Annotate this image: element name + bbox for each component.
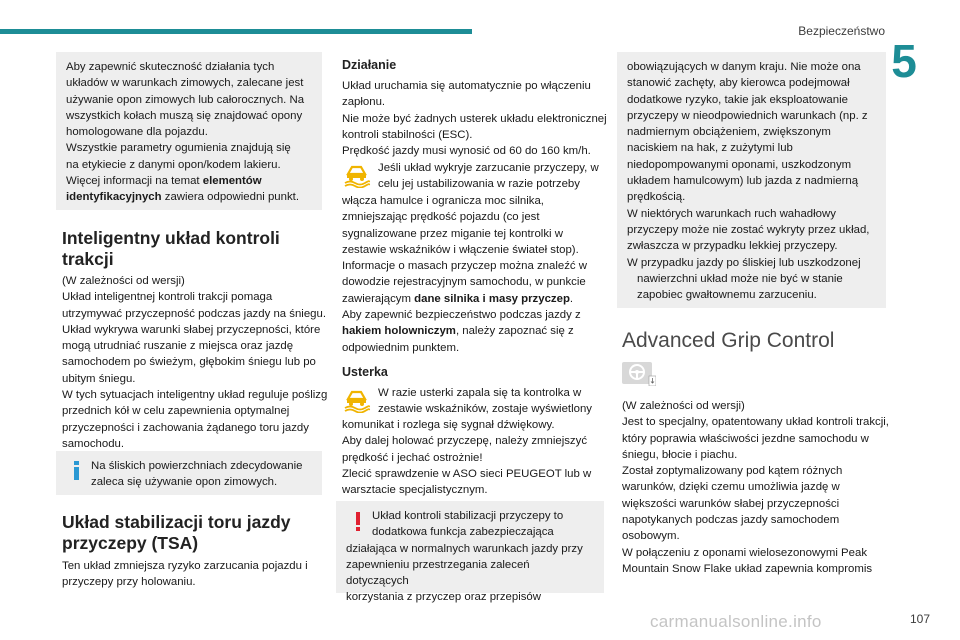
text-line: Układ uruchamia się automatycznie po włączeniu: [342, 80, 591, 92]
text-line: samochodu.: [62, 437, 125, 450]
text-line: odpowiednim punktem.: [342, 341, 460, 354]
box-line: używanie opon zimowych lub całorocznych. Na: [66, 93, 305, 106]
text-line: który poprawia właściwości jezdne samochodu w: [622, 432, 869, 445]
text-line: samochodem po świeżym, głębokim śniegu lub po: [62, 356, 316, 369]
text-line: Ten układ zmniejsza ryzyko zarzucania pojazdu i: [62, 560, 308, 572]
text-line: hakiem holowniczym, należy zapoznać się z: [342, 325, 574, 338]
box-line: na etykiecie z danymi opon/kodem lakieru.: [66, 158, 281, 171]
box-line: naciskiem na hak, z zużytymi lub: [627, 142, 793, 155]
warn-line: zapewnieniu przestrzegania zaleceń dotyczących: [346, 558, 530, 588]
tsa-heading: Układ stabilizacji toru jazdy przyczepy (TSA): [62, 512, 291, 553]
box-line: układem hamulcowym) lub jazda z nadmierną: [627, 175, 859, 188]
box-line: prędkością.: [627, 191, 686, 204]
trailer-regulations-box: [617, 52, 886, 308]
text-line: śniegu, błocie i piachu.: [622, 448, 738, 461]
warn-line: Układ kontroli stabilizacji przyczepy to: [372, 510, 564, 522]
agc-body: [622, 398, 892, 577]
header-accent-bar: [0, 29, 472, 34]
text-line: dowodzie rejestracyjnym samochodu, w punkcie: [342, 276, 586, 289]
box-line: stanowić zachęty, aby kierowca podejmował: [627, 77, 850, 90]
info-line: Na śliskich powierzchniach zdecydowanie: [91, 460, 303, 472]
box-line: Wszystkie parametry ogumienia znajdują się: [66, 142, 291, 155]
text-line: Informacje o masach przyczep można znaleźć w: [342, 260, 587, 273]
bold-term: elementów: [202, 175, 262, 188]
box-line: zapobiec gwałtownemu zarzuceniu.: [637, 289, 817, 302]
box-line: przyczepy w nieodpowiednich warunkach (np. z: [627, 109, 868, 122]
text-line: mogą utrudniać ruszanie z miejsca oraz jazdę: [62, 340, 294, 353]
text-line: celu jej ustabilizowania w razie potrzeby: [378, 178, 580, 191]
text-line: przyczepy przy holowaniu.: [62, 576, 196, 589]
text-line: (W zależności od wersji): [622, 400, 745, 412]
text-line: Aby zapewnić bezpieczeństwo podczas jazdy z: [342, 309, 581, 322]
usterka-icon-text: [378, 385, 612, 418]
dzialanie-bottom: [342, 193, 612, 356]
text-line: Nie może być żadnych usterek układu elektronicznej: [342, 112, 607, 125]
box-line: układów w warunkach zimowych, zalecane jest: [66, 77, 304, 90]
page-number: 107: [909, 612, 930, 626]
usterka-heading: Usterka: [342, 365, 388, 379]
text-line: ubitym śniegu.: [62, 372, 136, 385]
dzialanie-heading: Działanie: [342, 58, 397, 72]
box-line: przyczepy może nie zostać wykryty przez układ,: [627, 223, 870, 236]
warn-line: działająca w normalnych warunkach jazdy przy: [346, 542, 583, 555]
text-line: utrzymywać przyczepność podczas jazdy na śniegu.: [62, 307, 327, 320]
box-line: nadmiernym obciążeniem, zwiększonym: [627, 126, 831, 139]
text-line: większości warunków słabej przyczepności: [622, 497, 840, 510]
itc-body: [62, 273, 330, 452]
text-line: Układ inteligentnej kontroli trakcji pomaga: [62, 291, 273, 304]
box-line: Aby zapewnić skuteczność działania tych: [66, 61, 275, 73]
tsa-intro: [62, 558, 324, 591]
text-line: zawierającym dane silnika i masy przyczep.: [342, 292, 574, 305]
box-line: obowiązujących w danym kraju. Nie może ona: [627, 61, 861, 73]
winter-tires-box: [56, 52, 322, 210]
text-line: W razie usterki zapala się ta kontrolka w: [378, 387, 582, 399]
warning-note-box: [336, 501, 604, 604]
text-line: Aby dalej holować przyczepę, należy zmniejszyć: [342, 435, 588, 448]
trailer-stability-warning-icon: [342, 161, 371, 188]
box-line: W niektórych warunkach ruch wahadłowy: [627, 207, 836, 220]
text-line: Mountain Snow Flake układ zapewnia kompromis: [622, 562, 873, 575]
box-line: nawierzchni układ może nie być w stanie: [637, 272, 843, 285]
text-line: zapłonu.: [342, 96, 386, 109]
text-line: warunków, dzięki czemu umożliwia jazdę w: [622, 481, 840, 494]
trailer-stability-warning-icon: [342, 386, 371, 413]
text-line: komunikat i rozlega się sygnał dźwiękowy.: [342, 419, 555, 431]
text-line: W połączeniu z oponami wielosezonowymi Peak: [622, 546, 868, 559]
text-line: napotykanych podczas jazdy samochodem: [622, 514, 840, 527]
text-line: prędkość i jechać ostrożnie!: [342, 451, 483, 464]
text-line: W tych sytuacjach inteligentny układ reguluje poślizg: [62, 389, 328, 402]
box-line: homologowane dla pojazdu.: [66, 126, 208, 139]
box-line: identyfikacyjnych zawiera odpowiedni punkt.: [66, 191, 299, 204]
itc-heading: Inteligentny układ kontroli trakcji: [62, 228, 280, 269]
info-line: zaleca się używanie opon zimowych.: [91, 476, 278, 489]
dzialanie-icon-text: [378, 160, 612, 193]
text-line: Zlecić sprawdzenie w ASO sieci PEUGEOT lub w: [342, 467, 592, 480]
box-line: Więcej informacji na temat elementów: [66, 175, 262, 188]
bold-term: identyfikacyjnych: [66, 191, 162, 204]
text-line: zestawie wskaźników i włączenie świateł stop).: [342, 243, 579, 256]
text-line: Jest to specjalny, opatentowany układ kontroli trakcji,: [622, 416, 889, 429]
text-line: Prędkość jazdy musi wynosić od 60 do 160 km/h.: [342, 145, 591, 158]
watermark: carmanualsonline.info: [650, 612, 822, 631]
text-line: Układ wykrywa warunki słabej przyczepności, które: [62, 323, 321, 336]
box-line: W przypadku jazdy po śliskiej lub uszkodzonej: [627, 256, 861, 269]
warn-line: korzystania z przyczep oraz przepisów: [346, 591, 541, 604]
dzialanie-top: [342, 78, 612, 159]
text-line: sygnalizowane przez miganie tej kontrolki w: [342, 227, 563, 240]
text-line: włącza hamulce i ogranicza moc silnika,: [342, 195, 544, 207]
text-line: osobowym.: [622, 530, 680, 543]
agc-heading: Advanced Grip Control: [622, 329, 835, 352]
box-line: wszystkich kołach muszą się znajdować opony: [66, 109, 303, 122]
text-line: Jeśli układ wykryje zarzucanie przyczepy, w: [378, 162, 599, 174]
text-line: zestawie wskaźników, zostaje wyświetlony: [378, 403, 592, 416]
box-line: niedopompowanymi oponami, uszkodzonym: [627, 158, 852, 171]
text-line: przednich kół w celu zapewnienia optymalnej: [62, 405, 290, 418]
text-line: (W zależności od wersji): [62, 275, 185, 287]
grip-control-steering-icon: [622, 362, 656, 386]
text-line: zmniejszając prędkość pojazdu (co jest: [342, 211, 540, 224]
box-line: zwłaszcza w przypadku lekkiej przyczepy.: [627, 240, 838, 253]
text-line: Został zoptymalizowany pod kątem różnych: [622, 465, 843, 478]
text-line: przyczepności i zachowania żądanego toru jazdy: [62, 421, 309, 434]
chapter-number: 5: [891, 35, 917, 87]
usterka-body: [342, 417, 612, 498]
info-note-box: [56, 451, 322, 495]
text-line: warsztacie specjalistycznym.: [342, 484, 488, 497]
box-line: dodatkowe ryzyko, takie jak eksploatowanie: [627, 93, 848, 106]
text-line: kontroli stabilności (ESC).: [342, 128, 473, 141]
bold-term: dane silnika i masy przyczep: [414, 292, 570, 305]
section-title: Bezpieczeństwo: [798, 24, 885, 38]
bold-term: hakiem holowniczym: [342, 325, 456, 338]
warn-line: dodatkowa funkcja zabezpieczająca: [372, 526, 554, 539]
